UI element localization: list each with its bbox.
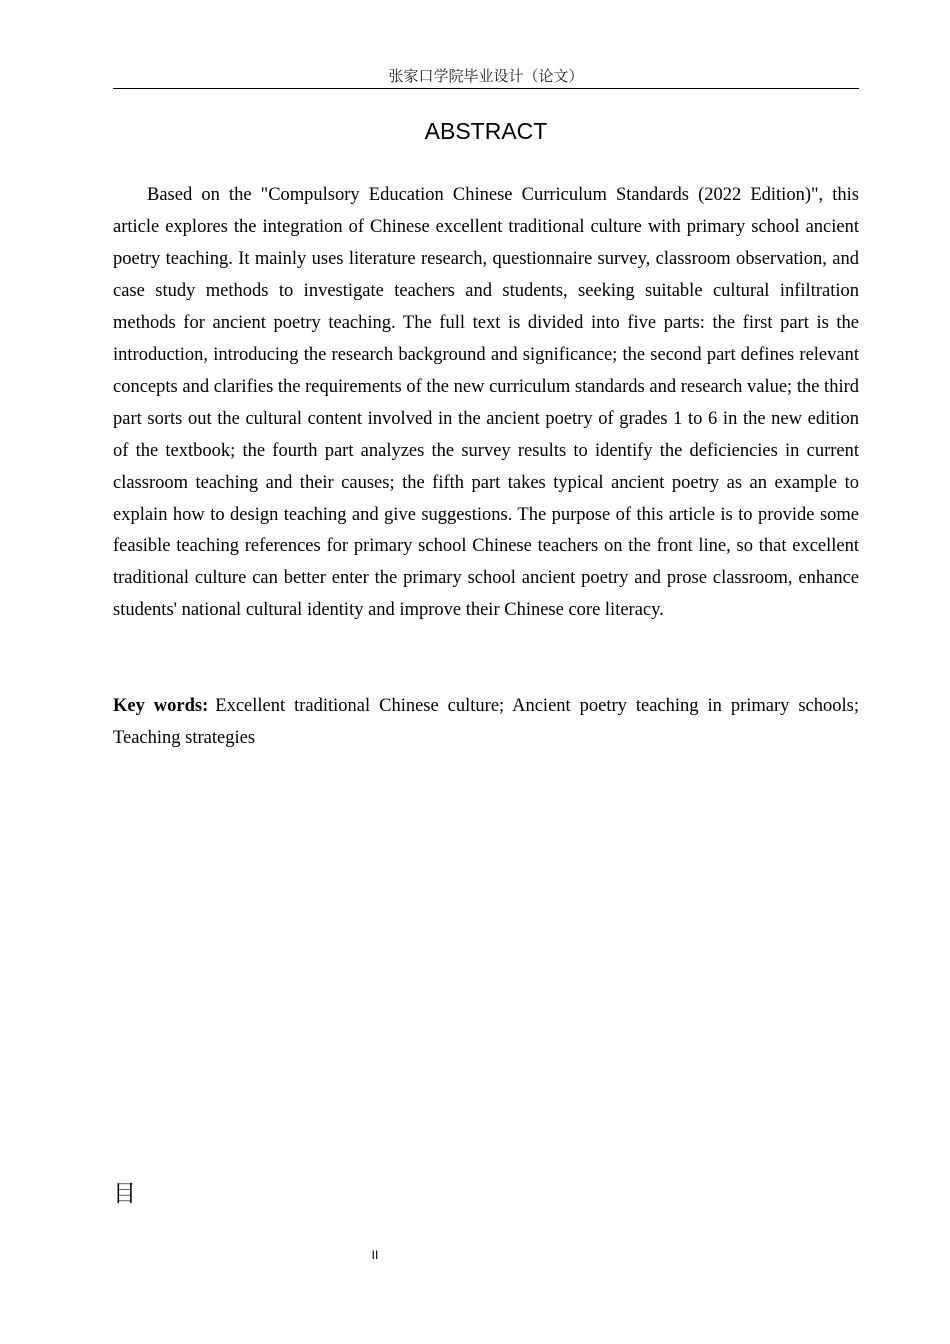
running-header: 张家口学院毕业设计（论文） [388,69,584,85]
toc-heading-fragment: 目 [113,1181,136,1207]
header-rule [113,88,859,89]
abstract-body: Based on the "Compulsory Education Chinese Curriculum Standards (2022 Edition)", this article explores the integration of Chinese excellent traditional culture with primary school ancient poetry teaching. It mainly uses literature research, questionnaire survey, classroom observation, and case study methods to investigate teachers and students, seeking suitable cultural infiltration methods for ancient poetry teaching. The full text is divided into five parts: the first part is the introduction, introducing the research background and significance; the second part defines relevant concepts and clarifies the requirements of the new curriculum standards and research value; the third part sorts out the cultural content involved in the ancient poetry of grades 1 to 6 in the new edition of the textbook; the fourth part analyzes the survey results to identify the deficiencies in current classroom teaching and their causes; the fifth part takes typical ancient poetry as an example to explain how to design teaching and give suggestions. The purpose of this article is to provide some feasible teaching references for primary school Chinese teachers on the front line, so that excellent traditional culture can better enter the primary school ancient poetry and prose classroom, enhance students' national cultural identity and improve their Chinese core literacy. [113,185,859,621]
page-number: II [371,1248,379,1262]
keywords-text: Excellent traditional Chinese culture; Ancient poetry teaching in primary schools; Teaching strategies [113,696,859,748]
keywords-label: Key words: [113,696,209,716]
keywords-paragraph [113,691,859,755]
abstract-title: ABSTRACT [424,118,548,144]
